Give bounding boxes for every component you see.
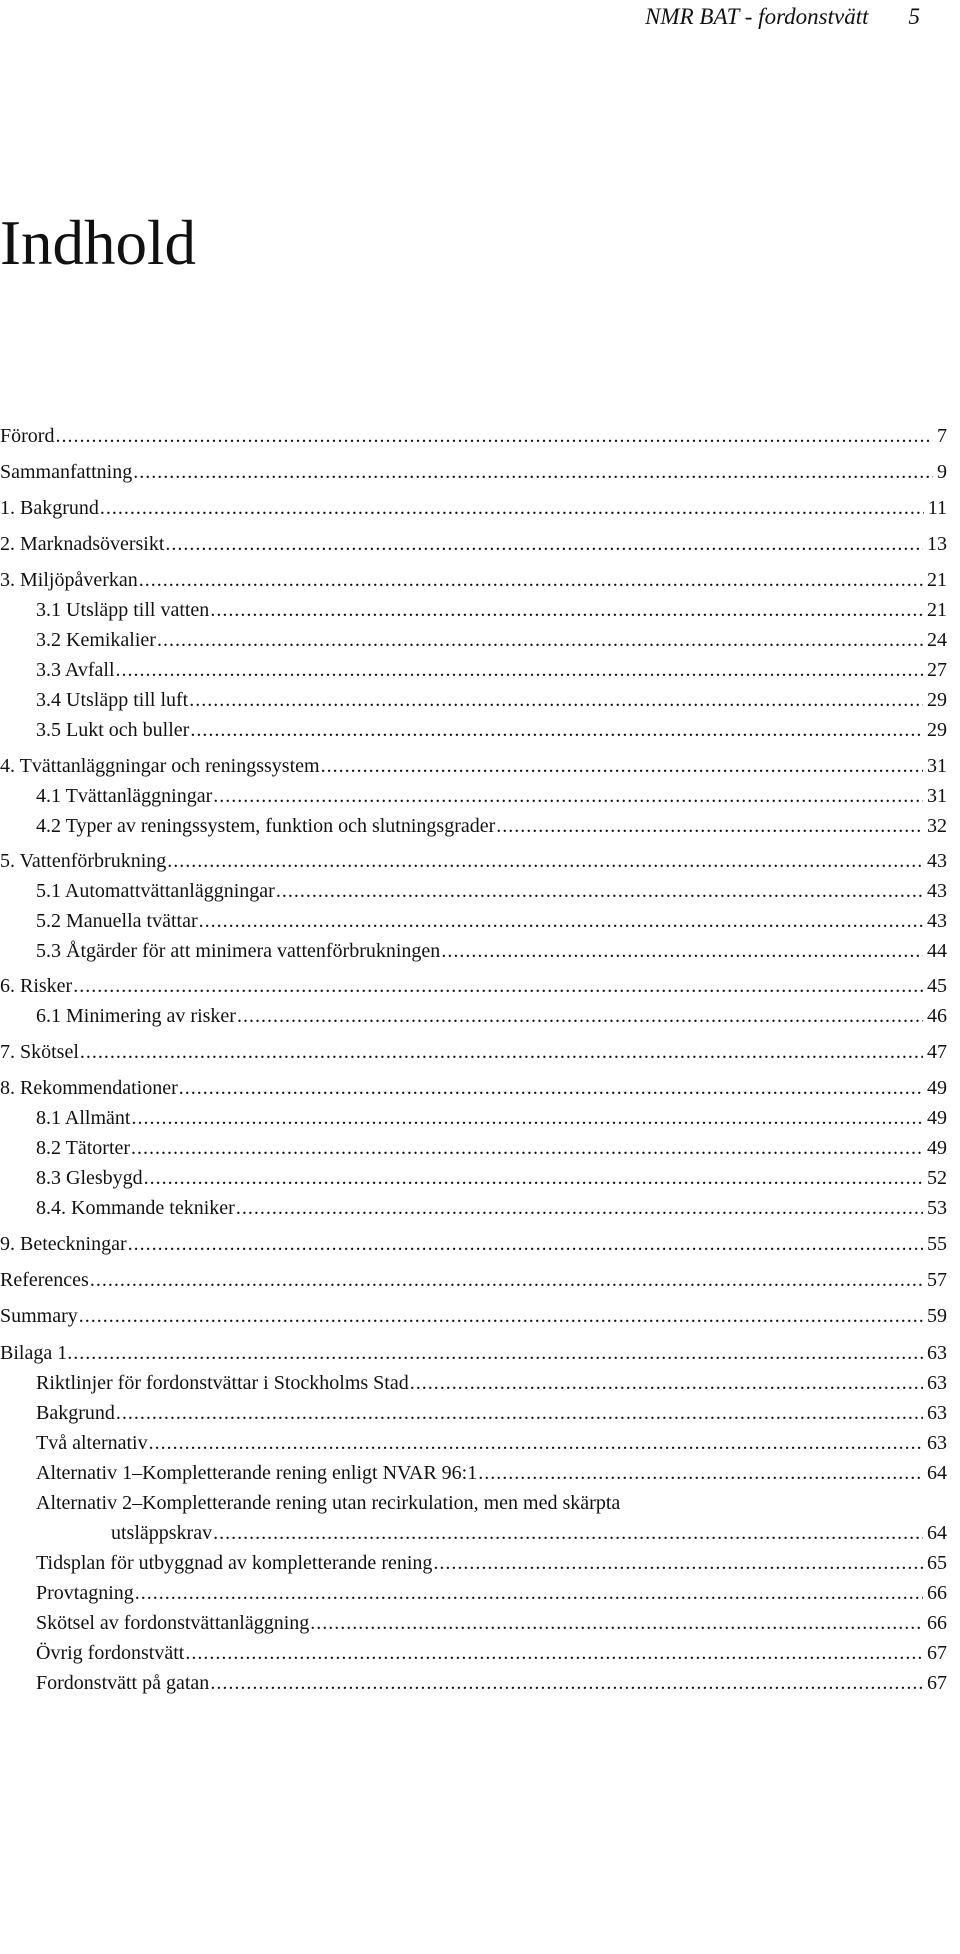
toc-entry-label: Förord: [0, 425, 55, 447]
toc-entry-label: 3.3 Avfall: [0, 658, 116, 682]
toc-entry-label: utsläppskrav: [0, 1521, 213, 1545]
toc-entry-label: Övrig fordonstvätt: [0, 1641, 185, 1665]
toc-entry[interactable]: [0, 968, 947, 998]
toc-leader-dots: [185, 1641, 923, 1665]
toc-entry-page: 57: [923, 1268, 947, 1292]
toc-entry[interactable]: [0, 843, 947, 873]
toc-entry-label: 8.3 Glesbygd: [0, 1166, 144, 1190]
toc-entry-label: 3.2 Kemikalier: [0, 628, 157, 652]
toc-leader-dots: [128, 1232, 923, 1256]
toc-entry[interactable]: [0, 682, 947, 712]
toc-entry[interactable]: [0, 622, 947, 652]
toc-leader-dots: [116, 1401, 923, 1425]
toc-entry-label: 4.1 Tvättanläggningar: [0, 784, 213, 808]
header-page-number: 5: [908, 4, 920, 29]
toc-entry-label: Sammanfattning: [0, 461, 133, 483]
toc-entry-page: 49: [923, 1106, 947, 1130]
toc-leader-dots: [116, 658, 923, 682]
toc-entry[interactable]: [0, 418, 947, 448]
toc-leader-dots: [237, 1004, 923, 1028]
toc-entry-label: Riktlinjer för fordonstvättar i Stockholms Stad: [0, 1371, 410, 1395]
toc-entry-page: 43: [923, 849, 947, 873]
toc-entry-label: Bilaga 1.: [0, 1342, 73, 1364]
toc-entry-page: 9: [933, 460, 947, 484]
toc-entry[interactable]: [0, 1635, 947, 1665]
toc-entry[interactable]: [0, 1575, 947, 1605]
toc-entry[interactable]: [0, 1425, 947, 1455]
toc-entry-page: 21: [923, 568, 947, 592]
toc-leader-dots: [131, 1136, 923, 1160]
toc-leader-dots: [73, 974, 923, 998]
toc-entry-label: 4.2 Typer av reningssystem, funktion och slutningsgrader: [0, 814, 496, 838]
toc-entry[interactable]: [0, 1365, 947, 1395]
toc-entry[interactable]: [0, 998, 947, 1028]
toc-entry[interactable]: [0, 1605, 947, 1635]
toc-entry-label: 1. Bakgrund: [0, 497, 99, 519]
toc-entry-label: 8.1 Allmänt: [0, 1106, 131, 1130]
toc-leader-dots: [189, 688, 923, 712]
running-title: NMR BAT - fordonstvätt: [645, 4, 869, 29]
toc-entry[interactable]: [0, 526, 947, 556]
toc-entry-label: 8.4. Kommande tekniker: [0, 1196, 236, 1220]
toc-leader-dots: [79, 1304, 923, 1328]
toc-entry-label: 9. Beteckningar: [0, 1233, 127, 1255]
toc-entry-page: 55: [923, 1232, 947, 1256]
toc-entry[interactable]: [0, 1130, 947, 1160]
toc-entry-label: Två alternativ: [0, 1431, 149, 1455]
toc-entry[interactable]: [0, 562, 947, 592]
toc-entry-page: 31: [923, 784, 947, 808]
toc-entry-label: 5.1 Automattvättanläggningar: [0, 879, 276, 903]
toc-entry-label: Alternativ 1–Kompletterande rening enligt NVAR 96:1: [0, 1461, 478, 1485]
toc-leader-dots: [135, 1581, 923, 1605]
toc-leader-dots: [496, 814, 923, 838]
toc-entry-label: 8.2 Tätorter: [0, 1136, 131, 1160]
toc-leader-dots: [100, 496, 924, 520]
toc-entry[interactable]: [0, 1226, 947, 1256]
toc-entry-label: References: [0, 1269, 89, 1291]
page-title: Indhold: [0, 208, 196, 278]
toc-entry-page: 64: [923, 1461, 947, 1485]
toc-entry-page: 63: [923, 1431, 947, 1455]
toc-entry-page: 11: [924, 496, 947, 520]
toc-entry-page: 43: [923, 909, 947, 933]
toc-entry[interactable]: [0, 1034, 947, 1064]
toc-entry-page: 66: [923, 1611, 947, 1635]
toc-entry[interactable]: [0, 1262, 947, 1292]
toc-entry-label: Summary: [0, 1305, 78, 1327]
toc-entry-page: 13: [923, 532, 947, 556]
toc-leader-dots: [90, 1268, 923, 1292]
toc-entry-label: 7. Skötsel: [0, 1041, 79, 1063]
toc-entry-page: 31: [923, 754, 947, 778]
toc-leader-dots: [131, 1106, 923, 1130]
toc-entry-label: 5.2 Manuella tvättar: [0, 909, 199, 933]
toc-entry-page: 65: [923, 1551, 947, 1575]
toc-entry-page: 27: [923, 658, 947, 682]
toc-entry-label: Tidsplan för utbyggnad av kompletterande rening: [0, 1551, 433, 1575]
toc-leader-dots: [321, 754, 923, 778]
toc-entry[interactable]: [0, 712, 947, 742]
toc-entry-page: 43: [923, 879, 947, 903]
toc-leader-dots: [210, 1671, 923, 1695]
toc-entry-label: 5.3 Åtgärder för att minimera vattenförbrukningen: [0, 939, 441, 963]
toc-leader-dots: [144, 1166, 923, 1190]
toc-entry[interactable]: [0, 933, 947, 963]
toc-entry-page: 63: [923, 1401, 947, 1425]
toc-leader-dots: [157, 628, 923, 652]
toc-entry-label-wrapped[interactable]: Alternativ 2–Kompletterande rening utan recirkulation, men med skärpta: [36, 1492, 621, 1514]
toc-entry-label: Skötsel av fordonstvättanläggning: [0, 1611, 310, 1635]
toc-leader-dots: [276, 879, 923, 903]
toc-entry-label: 3.4 Utsläpp till luft: [0, 688, 189, 712]
toc-entry-page: 32: [923, 814, 947, 838]
toc-entry-label: 3. Miljöpåverkan: [0, 569, 138, 591]
toc-leader-dots: [478, 1461, 923, 1485]
toc-entry-page: 21: [923, 598, 947, 622]
toc-entry[interactable]: [0, 1190, 947, 1220]
toc-entry[interactable]: [0, 1070, 947, 1100]
toc-entry-page: 29: [923, 718, 947, 742]
toc-entry[interactable]: [0, 1298, 947, 1328]
toc-leader-dots: [199, 909, 923, 933]
toc-entry[interactable]: [0, 592, 947, 622]
toc-entry-label: 8. Rekommendationer: [0, 1077, 178, 1099]
toc-entry-page: 44: [923, 939, 947, 963]
toc-entry-page: 67: [923, 1641, 947, 1665]
toc-leader-dots: [73, 1341, 923, 1365]
toc-entry-page: 46: [923, 1004, 947, 1028]
toc-leader-dots: [149, 1431, 923, 1455]
toc-entry-page: 63: [923, 1371, 947, 1395]
toc-entry-label: 3.1 Utsläpp till vatten: [0, 598, 210, 622]
toc-entry-label: Provtagning: [0, 1581, 135, 1605]
toc-entry[interactable]: [0, 873, 947, 903]
toc-leader-dots: [310, 1611, 923, 1635]
toc-entry-page: 49: [923, 1076, 947, 1100]
toc-leader-dots: [213, 784, 923, 808]
toc-entry-page: 24: [923, 628, 947, 652]
toc-entry-label: Bakgrund: [0, 1401, 116, 1425]
toc-entry-label: 5. Vattenförbrukning: [0, 850, 167, 872]
toc-entry[interactable]: [0, 1545, 947, 1575]
toc-entry[interactable]: [0, 1515, 947, 1545]
toc-entry[interactable]: [0, 454, 947, 484]
toc-entry-page: 64: [923, 1521, 947, 1545]
toc-entry[interactable]: [0, 1335, 947, 1365]
toc-entry-label: Fordonstvätt på gatan: [0, 1671, 210, 1695]
toc-entry-label: 2. Marknadsöversikt: [0, 533, 165, 555]
toc-entry-page: 7: [933, 424, 947, 448]
toc-leader-dots: [167, 849, 923, 873]
toc-leader-dots: [55, 424, 933, 448]
toc-entry[interactable]: [0, 903, 947, 933]
toc-entry-page: 66: [923, 1581, 947, 1605]
toc-entry[interactable]: [0, 1455, 947, 1485]
toc-entry-page: 53: [923, 1196, 947, 1220]
toc-entry[interactable]: [0, 808, 947, 838]
toc-entry[interactable]: [0, 490, 947, 520]
toc-entry[interactable]: [0, 1160, 947, 1190]
toc-entry[interactable]: [0, 1395, 947, 1425]
toc-entry-page: 29: [923, 688, 947, 712]
toc-leader-dots: [441, 939, 923, 963]
toc-entry-page: 63: [923, 1341, 947, 1365]
toc-entry-page: 45: [923, 974, 947, 998]
toc-entry[interactable]: [0, 778, 947, 808]
toc-entry[interactable]: [0, 652, 947, 682]
toc-entry-page: 47: [923, 1040, 947, 1064]
toc-leader-dots: [213, 1521, 923, 1545]
toc-entry[interactable]: [0, 748, 947, 778]
toc-leader-dots: [179, 1076, 923, 1100]
toc-entry-label: 6.1 Minimering av risker: [0, 1004, 237, 1028]
toc-leader-dots: [210, 598, 923, 622]
toc-leader-dots: [190, 718, 923, 742]
toc-entry-label: 4. Tvättanläggningar och reningssystem: [0, 755, 320, 777]
running-header: [645, 4, 920, 30]
toc-leader-dots: [139, 568, 923, 592]
toc-entry-label: 3.5 Lukt och buller: [0, 718, 190, 742]
toc-entry-page: 49: [923, 1136, 947, 1160]
toc-leader-dots: [410, 1371, 923, 1395]
toc-leader-dots: [165, 532, 923, 556]
toc-entry[interactable]: [0, 1100, 947, 1130]
toc-leader-dots: [133, 460, 933, 484]
toc-entry[interactable]: [0, 1665, 947, 1695]
toc-leader-dots: [433, 1551, 923, 1575]
toc-entry-label: 6. Risker: [0, 975, 73, 997]
toc-entry-page: 59: [923, 1304, 947, 1328]
toc-leader-dots: [236, 1196, 923, 1220]
toc-entry-page: 67: [923, 1671, 947, 1695]
toc-entry-page: 52: [923, 1166, 947, 1190]
toc-leader-dots: [80, 1040, 923, 1064]
